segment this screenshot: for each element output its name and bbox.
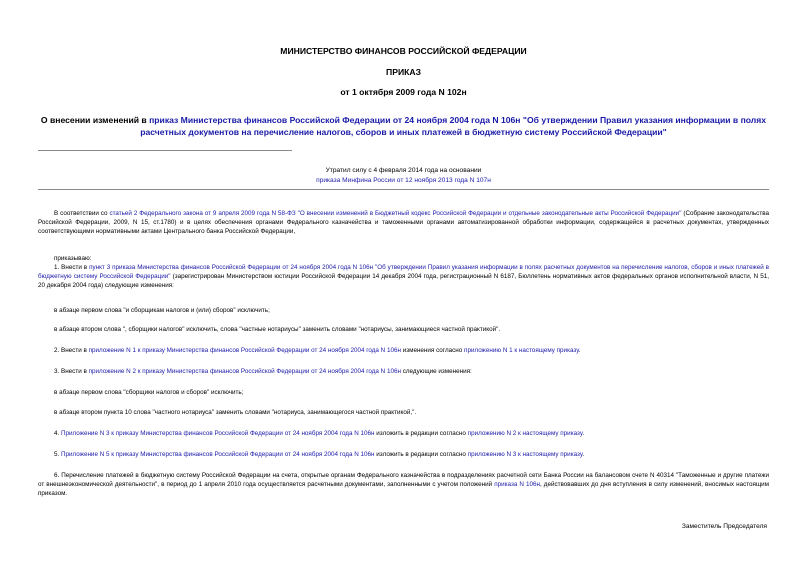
item-3-text-2: следующие изменения: (400, 368, 472, 375)
item-1-text-1: 1. Внести в (54, 264, 90, 271)
subject-prefix: О внесении изменений в (40, 115, 150, 125)
item-2-text-2: изменения согласно (400, 347, 465, 354)
subject-order-link[interactable]: приказ Министерства финансов Российской Федерации от 24 ноября 2004 года N 106н "Об утверждении Правил указания информации в полях расчетных документов на перечисление налогов, сборов и иных платежей в бюджетную систему Российской Федерации" (140, 115, 767, 137)
item-4-text-2: изложить в редакции согласно (374, 430, 468, 437)
item-5-text-3: . (582, 451, 585, 458)
item-4-text-3: . (582, 430, 585, 437)
item-3-line (54, 368, 472, 377)
item-5-attachment-link[interactable]: приложению N 3 к настоящему приказу (467, 451, 583, 458)
doc-date-number: от 1 октября 2009 года N 102н (340, 87, 467, 97)
item-2-text-3: . (578, 347, 581, 354)
item-4-appendix-link[interactable]: Приложение N 3 к приказу Министерства финансов Российской Федерации от 24 ноября 2004 года N 106н (61, 430, 375, 437)
item-6-text-1: 6. Перечисление платежей в бюджетную систему Российской Федерации на счета, открытые органам Федерального казначейства в подразделениях расчетной сети Банка России на балансовом счете N 40314 "Таможенные и другие платежи от внешнеэкономической деятельности", в период до 1 апреля 2010 года осуществляется расчетными документами, заполненными с учетом положений (38, 472, 769, 488)
item-5-appendix-link[interactable]: Приложение N 5 к приказу Министерства финансов Российской Федерации от 24 ноября 2004 года N 106н (61, 451, 375, 458)
status-note-line: Утратил силу с 4 февраля 2014 года на основании (325, 167, 482, 174)
item-3-appendix-link[interactable]: приложение N 2 к приказу Министерства финансов Российской Федерации от 24 ноября 2004 года N 106н (88, 368, 401, 375)
top-divider (38, 150, 292, 151)
preamble-text-1: В соответствии со (54, 210, 110, 217)
item-1b-line: в абзаце втором слова ", сборщики налогов" исключить, слова "частные нотариусы" заменить словами "нотариусы, занимающиеся частной практикой". (54, 326, 501, 333)
item-1-paragraph (38, 264, 769, 290)
item-6-order-link[interactable]: приказа N 106н (494, 480, 540, 488)
item-4-text-1: 4. (54, 430, 62, 437)
document-subject (38, 114, 769, 138)
preamble-text-2: (Собрание законодательства Российской Федерации, 2009, N 15, ст.1780) и в целях обеспечения органами Федерального казначейства и таможенными органами автоматизированной обработки информации, содержащейся в расчетных документах, утвержденных соответствующими нормативными актами Центрального банка Российской Федерации, (38, 210, 769, 235)
preamble-paragraph (38, 210, 769, 236)
item-5-text-1: 5. (54, 451, 62, 458)
doc-type-title: ПРИКАЗ (386, 67, 421, 77)
item-3b-line: в абзаце втором пункта 10 слова "частного нотариуса" заменить словами "нотариуса, занимающегося частной практикой,". (54, 409, 417, 416)
item-1a-line: в абзаце первом слова "и сборщикам налогов и (или) сборов" исключить; (54, 307, 270, 314)
item-5-text-2: изложить в редакции согласно (374, 451, 468, 458)
note-divider (38, 189, 769, 190)
item-2-attachment-link[interactable]: приложению N 1 к настоящему приказу (464, 347, 579, 354)
item-4-attachment-link[interactable]: приложению N 2 к настоящему приказу (467, 430, 583, 437)
repeal-order-link[interactable]: приказа Минфина России от 12 ноября 2013 года N 107н (316, 177, 491, 184)
item-4-line (54, 430, 584, 439)
order-word: приказываю: (54, 255, 92, 262)
item-6-paragraph (38, 472, 769, 498)
item-1-link[interactable]: пункт 3 приказа Министерства финансов Российской Федерации от 24 ноября 2004 года N 106н "Об утверждении Правил указания информации в полях расчетных документов на перечисление налогов, сборов и иных платежей в бюджетную систему Российской Федерации" (38, 264, 769, 280)
ministry-title: МИНИСТЕРСТВО ФИНАНСОВ РОССИЙСКОЙ ФЕДЕРАЦИИ (280, 46, 527, 56)
item-3a-line: в абзаце первом слова "сборщики налогов и сборов" исключить; (54, 389, 244, 396)
item-5-line (54, 451, 584, 460)
item-6-text-2: , действовавших до дня вступления в силу изменений, вносимых настоящим приказом. (38, 480, 769, 497)
status-note-link-line (0, 176, 807, 185)
item-2-appendix-link[interactable]: приложение N 1 к приказу Министерства финансов Российской Федерации от 24 ноября 2004 года N 106н (88, 347, 401, 354)
item-3-text-1: 3. Внести в (54, 368, 89, 375)
item-2-line (54, 347, 580, 356)
item-1-text-2: (зарегистрирован Министерством юстиции Российской Федерации 14 декабря 2004 года, регистрационный N 6187, Бюллетень нормативных актов федеральных органов исполнительной власти, N 51, 20 декабря 2004 года) следующие изменения: (38, 272, 769, 289)
federal-law-link[interactable]: статьей 2 Федерального закона от 9 апреля 2009 года N 58-ФЗ "О внесении изменений в Бюджетный кодекс Российской Федерации и отдельные законодательные акты Российской Федерации" (109, 210, 682, 217)
signature-title: Заместитель Председателя (681, 523, 767, 530)
item-2-text-1: 2. Внести в (54, 347, 89, 354)
